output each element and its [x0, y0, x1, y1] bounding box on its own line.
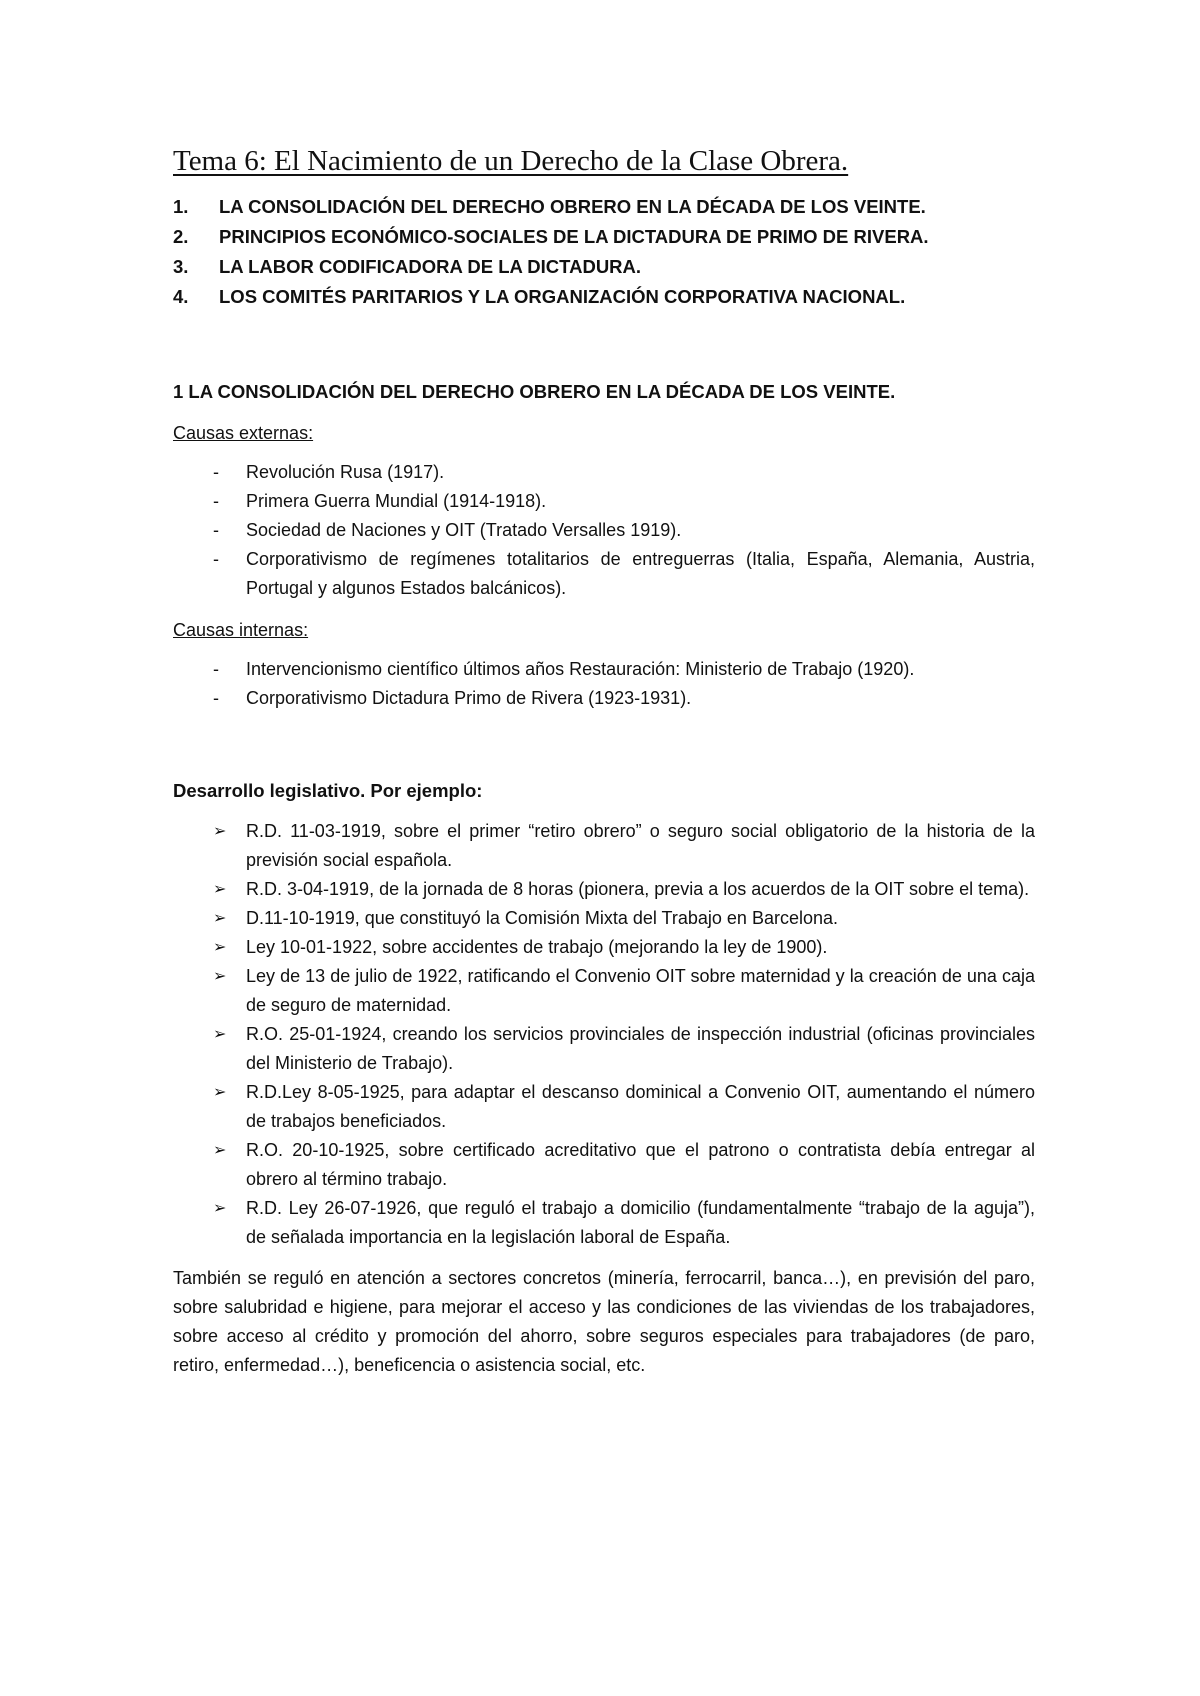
toc-item	[173, 282, 1035, 312]
list-item-text: R.O. 20-10-1925, sobre certificado acreditativo que el patrono o contratista debía entregar al obrero al término trabajo.	[246, 1140, 1035, 1189]
external-causes-heading: Causas externas:	[173, 423, 314, 443]
list-item	[173, 904, 1035, 933]
document-body	[173, 145, 1035, 1380]
list-item	[173, 1194, 1035, 1252]
closing-paragraph: También se reguló en atención a sectores concretos (minería, ferrocarril, banca…), en previsión del paro, sobre salubridad e higiene, para mejorar el acceso y las condiciones de las viviendas de los trabajadores, sobre acceso al crédito y promoción del ahorro, sobre seguros especiales para trabajadores (de paro, retiro, enfermedad…), beneficencia o asistencia social, etc.	[173, 1268, 1035, 1375]
list-item-text: Corporativismo Dictadura Primo de Rivera (1923-1931).	[246, 688, 692, 708]
toc-item	[173, 192, 1035, 222]
toc-text: LOS COMITÉS PARITARIOS Y LA ORGANIZACIÓN CORPORATIVA NACIONAL.	[219, 286, 906, 307]
list-item-text: R.O. 25-01-1924, creando los servicios provinciales de inspección industrial (oficinas provinciales del Ministerio de Trabajo).	[246, 1024, 1035, 1073]
list-item-text: R.D.Ley 8-05-1925, para adaptar el descanso dominical a Convenio OIT, aumentando el número de trabajos beneficiados.	[246, 1082, 1035, 1131]
dash-bullet: -	[213, 549, 219, 569]
toc-text: LA CONSOLIDACIÓN DEL DERECHO OBRERO EN LA DÉCADA DE LOS VEINTE.	[219, 196, 926, 217]
list-item-text: R.D. 3-04-1919, de la jornada de 8 horas (pionera, previa a los acuerdos de la OIT sobre el tema).	[246, 879, 1030, 899]
list-item-text: Intervencionismo científico últimos años Restauración: Ministerio de Trabajo (1920).	[246, 659, 915, 679]
legislation-list	[173, 817, 1035, 1252]
list-item	[173, 962, 1035, 1020]
list-item-text: Corporativismo de regímenes totalitarios de entreguerras (Italia, España, Alemania, Austria, Portugal y algunos Estados balcánicos).	[246, 549, 1035, 598]
list-item	[173, 817, 1035, 875]
list-item	[173, 516, 1035, 545]
internal-causes-list	[173, 655, 1035, 713]
dash-bullet: -	[213, 659, 219, 679]
list-item	[173, 875, 1035, 904]
list-item-text: Revolución Rusa (1917).	[246, 462, 445, 482]
list-item	[173, 684, 1035, 713]
list-item	[173, 1136, 1035, 1194]
table-of-contents	[173, 192, 1035, 312]
toc-item	[173, 222, 1035, 252]
arrow-bullet-icon: ➢	[213, 910, 227, 927]
arrow-bullet-icon: ➢	[213, 881, 227, 898]
section-heading: 1 LA CONSOLIDACIÓN DEL DERECHO OBRERO EN LA DÉCADA DE LOS VEINTE.	[173, 381, 896, 402]
dash-bullet: -	[213, 688, 219, 708]
list-item-text: Ley de 13 de julio de 1922, ratificando el Convenio OIT sobre maternidad y la creación de una caja de seguro de maternidad.	[246, 966, 1035, 1015]
toc-number: 2.	[173, 226, 189, 247]
list-item-text: Ley 10-01-1922, sobre accidentes de trabajo (mejorando la ley de 1900).	[246, 937, 828, 957]
toc-item	[173, 252, 1035, 282]
list-item	[173, 545, 1035, 603]
list-item	[173, 487, 1035, 516]
list-item-text: R.D. Ley 26-07-1926, que reguló el trabajo a domicilio (fundamentalmente “trabajo de la aguja”), de señalada importancia en la legislación laboral de España.	[246, 1198, 1035, 1247]
arrow-bullet-icon: ➢	[213, 823, 227, 840]
list-item-text: D.11-10-1919, que constituyó la Comisión Mixta del Trabajo en Barcelona.	[246, 908, 838, 928]
list-item	[173, 458, 1035, 487]
list-item	[173, 1078, 1035, 1136]
toc-text: LA LABOR CODIFICADORA DE LA DICTADURA.	[219, 256, 642, 277]
list-item-text: Sociedad de Naciones y OIT (Tratado Versalles 1919).	[246, 520, 682, 540]
list-item-text: R.D. 11-03-1919, sobre el primer “retiro obrero” o seguro social obligatorio de la historia de la previsión social española.	[246, 821, 1035, 870]
dash-bullet: -	[213, 520, 219, 540]
arrow-bullet-icon: ➢	[213, 968, 227, 985]
arrow-bullet-icon: ➢	[213, 1084, 227, 1101]
list-item	[173, 1020, 1035, 1078]
list-item	[173, 655, 1035, 684]
list-item-text: Primera Guerra Mundial (1914-1918).	[246, 491, 547, 511]
external-causes-list	[173, 458, 1035, 603]
toc-number: 3.	[173, 256, 189, 277]
arrow-bullet-icon: ➢	[213, 1200, 227, 1217]
development-heading: Desarrollo legislativo. Por ejemplo:	[173, 780, 483, 801]
dash-bullet: -	[213, 491, 219, 511]
toc-number: 1.	[173, 196, 189, 217]
internal-causes-heading: Causas internas:	[173, 620, 309, 640]
arrow-bullet-icon: ➢	[213, 1026, 227, 1043]
toc-text: PRINCIPIOS ECONÓMICO-SOCIALES DE LA DICTADURA DE PRIMO DE RIVERA.	[219, 226, 929, 247]
arrow-bullet-icon: ➢	[213, 939, 227, 956]
dash-bullet: -	[213, 462, 219, 482]
page-title: Tema 6: El Nacimiento de un Derecho de la Clase Obrera.	[173, 145, 849, 177]
list-item	[173, 933, 1035, 962]
toc-number: 4.	[173, 286, 189, 307]
arrow-bullet-icon: ➢	[213, 1142, 227, 1159]
